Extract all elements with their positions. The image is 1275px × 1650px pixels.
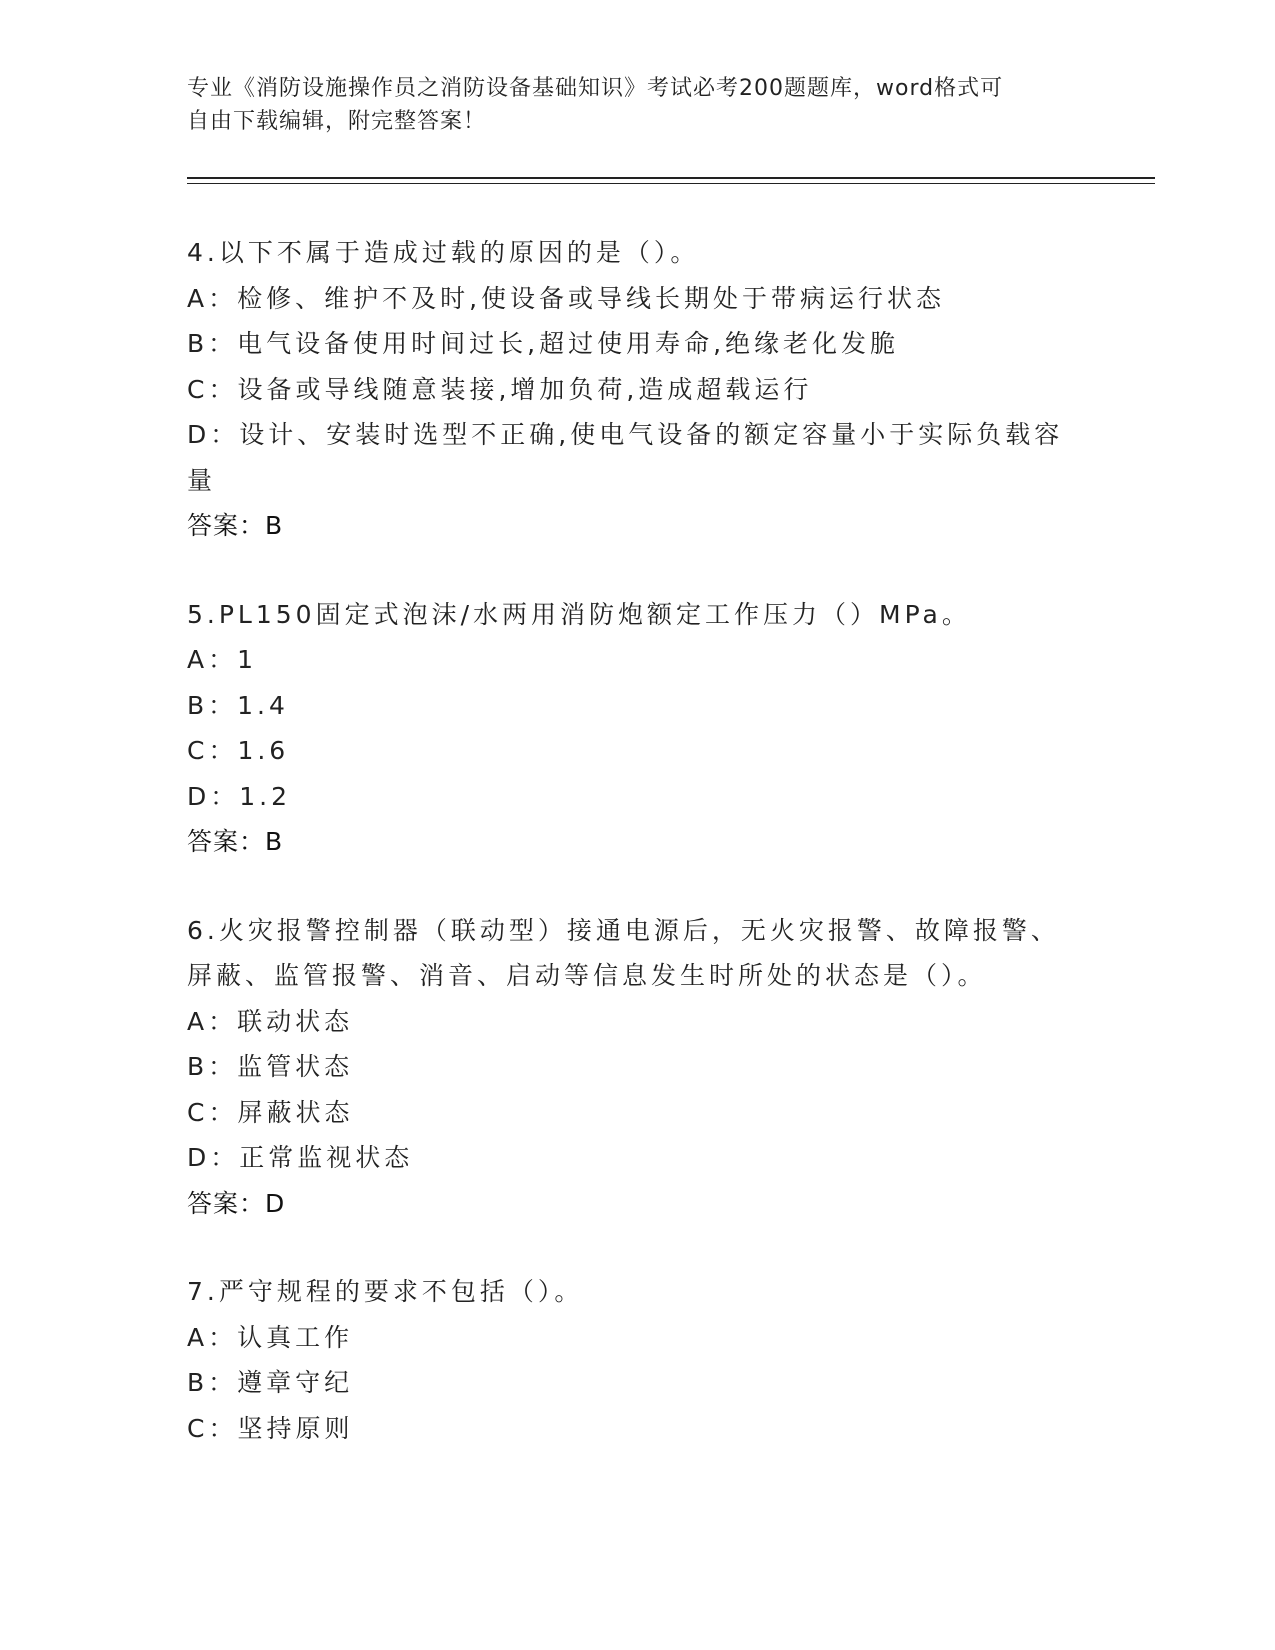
- answer-line: 答案：D: [187, 1188, 286, 1218]
- question-stem: 6.火灾报警控制器（联动型）接通电源后，无火灾报警、故障报警、: [187, 915, 1060, 945]
- option-d: D：1.2: [187, 781, 292, 811]
- question-list: [187, 230, 1087, 1494]
- question-stem-continued: 屏蔽、监管报警、消音、启动等信息发生时所处的状态是（）。: [187, 961, 987, 990]
- document-header: [187, 72, 1087, 138]
- option-d-continued: 量: [187, 465, 217, 495]
- option-b: B：监管状态: [187, 1052, 354, 1081]
- answer-line: 答案：B: [187, 827, 284, 856]
- question-4: [187, 230, 1087, 549]
- option-c: C：屏蔽状态: [187, 1097, 354, 1127]
- header-title-line-1: 专业《消防设施操作员之消防设备基础知识》考试必考200题题库，word格式可: [187, 76, 1004, 101]
- question-stem: 5.PL150固定式泡沫/水两用消防炮额定工作压力（）MPa。: [187, 599, 971, 629]
- question-7: [187, 1269, 1087, 1451]
- header-title-line-2: 自由下载编辑，附完整答案！: [187, 109, 487, 134]
- answer-line: 答案：B: [187, 511, 284, 540]
- option-b: B：1.4: [187, 690, 289, 720]
- option-a: A：检修、维护不及时,使设备或导线长期处于带病运行状态: [187, 283, 946, 313]
- option-d: D：设计、安装时选型不正确,使电气设备的额定容量小于实际负载容: [187, 420, 1064, 449]
- option-c: C：1.6: [187, 736, 290, 765]
- option-b: B：遵章守纪: [187, 1368, 354, 1397]
- option-d: D：正常监视状态: [187, 1143, 414, 1172]
- header-divider-thin: [187, 183, 1155, 184]
- option-c: C：坚持原则: [187, 1413, 354, 1443]
- question-6: [187, 908, 1087, 1227]
- option-c: C：设备或导线随意装接,增加负荷,造成超载运行: [187, 374, 813, 404]
- question-stem: 7.严守规程的要求不包括（）。: [187, 1277, 584, 1306]
- question-stem: 4.以下不属于造成过载的原因的是（）。: [187, 238, 700, 267]
- option-a: A：1: [187, 645, 258, 674]
- option-a: A：认真工作: [187, 1322, 354, 1352]
- question-5: [187, 592, 1087, 865]
- header-divider-thick: [187, 177, 1155, 179]
- option-a: A：联动状态: [187, 1006, 354, 1036]
- option-b: B：电气设备使用时间过长,超过使用寿命,绝缘老化发脆: [187, 329, 900, 358]
